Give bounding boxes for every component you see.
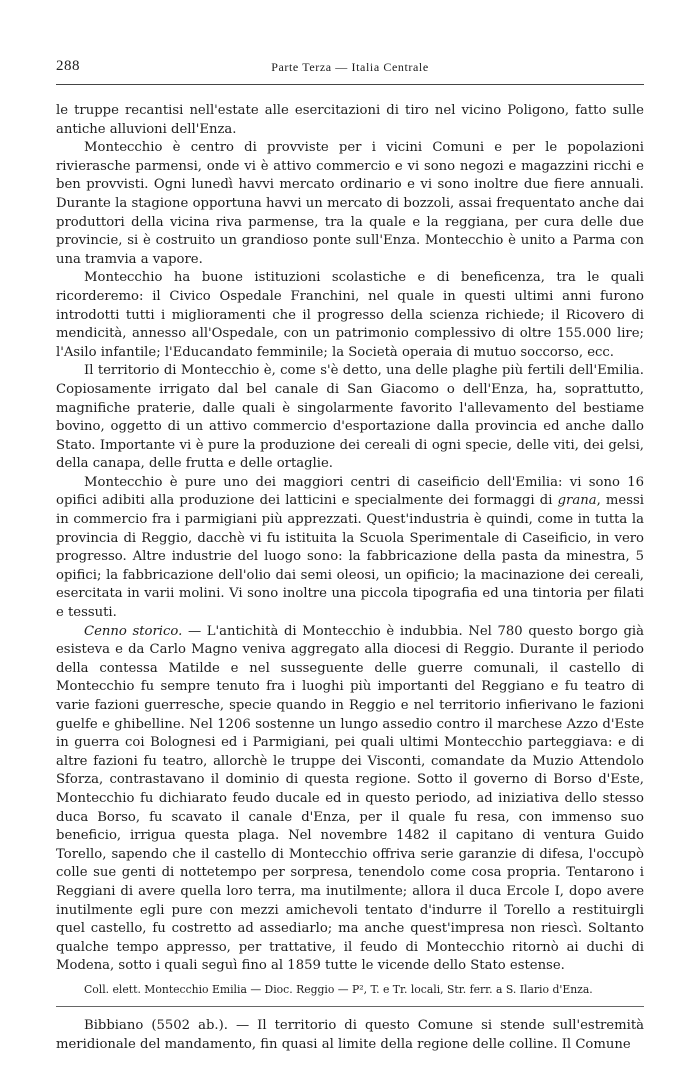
dairy-text-start: Montecchio è pure uno dei maggiori centri di caseificio dell'Emilia: vi sono 16 opifici adibiti alla produzione dei latticini e specialmente dei formaggi di [56, 474, 644, 509]
running-head [56, 58, 644, 78]
paragraph-history [56, 623, 644, 976]
running-title: Parte Terza — Italia Centrale [271, 60, 429, 74]
paragraph-dairy [56, 474, 644, 623]
body-text [56, 102, 644, 1054]
history-heading: Cenno storico. [84, 623, 183, 639]
page-number: 288 [56, 58, 80, 74]
paragraph-territory: Il territorio di Montecchio è, come s'è detto, una delle plaghe più fertili dell'Emilia. Copiosamente irrigato dal bel canale di San Giacomo o dell'Enza, ha, soprattutto, magnifiche praterie, dalle quali è singolarmente favorito l'allevamento del bestiame bovino, oggetto di un attivo commercio d'esportazione dalla provincia ed anche dallo Stato. Importante vi è pure la produzione dei cereali di ogni specie, delle viti, dei gelsi, della canapa, delle frutta e delle ortaglie. [56, 363, 644, 472]
grana-term: grana [557, 493, 597, 509]
header-rule [56, 84, 644, 85]
paragraph-bibbiano: Bibbiano (5502 ab.). — Il territorio di questo Comune si stende sull'estremità meridionale del mandamento, fin quasi al limite della regione delle colline. Il Comune [56, 1017, 644, 1052]
dairy-text-end: , messi in commercio fra i parmigiani più apprezzati. Quest'industria è quindi, come in tutta la provincia di Reggio, dacchè vi fu istituita la Scuola Sperimentale di Caseificio, in vero progresso. Altre industrie del luogo sono: la fabbricazione della pasta da minestra, 5 opifici; la fabbricazione dell'olio dai semi oleosi, un opificio; la macinazione dei cereali, esercitata in varii molini. Vi sono inoltre una piccola tipografia ed una tintoria per filati e tessuti. [56, 493, 644, 621]
electoral-note: Coll. elett. Montecchio Emilia — Dioc. Reggio — P², T. e Tr. locali, Str. ferr. a S. Ilario d'Enza. [84, 982, 593, 996]
section-rule [56, 1006, 644, 1007]
history-text: — L'antichità di Montecchio è indubbia. Nel 780 questo borgo già esisteva e da Carlo Magno veniva aggregato alla diocesi di Reggio. Durante il periodo della contessa Matilde e nel susseguente delle guerre comunali, il castello di Montecchio fu sempre tenuto fra i luoghi più importanti del Reggiano e fu teatro di varie fazioni guerresche, specie quando in Reggio e nel territorio infierivano le fazioni guelfe e ghibelline. Nel 1206 sostenne un lungo assedio contro il marchese Azzo d'Este in guerra coi Bolognesi ed i Parmigiani, pei quali ultimi Montecchio parteggiava: e di altre fazioni fu teatro, allorchè le truppe dei Visconti, comandate da Muzio Attendolo Sforza, contrastavano il dominio di questa regione. Sotto il governo di Borso d'Este, Montecchio fu dichiarato feudo ducale ed in questo periodo, ad iniziativa dello stesso duca Borso, fu scavato il canale d'Enza, per il quale fu resa, con immenso suo beneficio, irrigua questa plaga. Nel novembre 1482 il capitano di ventura Guido Torello, sapendo che il castello di Montecchio offriva serie garanzie di difesa, l'occupò colle sue genti di nottetempo per sorpresa, tenendolo come cosa propria. Tentarono i Reggiani di avere quella loro terra, ma inutilmente; allora il duca Ercole I, dopo avere inutilmente egli pure con mezzi amichevoli tentato d'indurre il Torello a restituirgli quel castello, fu costretto ad assediarlo; ma anche quest'impresa non riescì. Soltanto qualche tempo appresso, per trattative, il feudo di Montecchio ritornò ai duchi di Modena, sotto i quali seguì fino al 1859 tutte le vicende dello Stato estense. [56, 623, 645, 974]
paragraph-institutions: Montecchio ha buone istituzioni scolastiche e di beneficenza, tra le quali ricorderemo: il Civico Ospedale Franchini, nel quale in questi ultimi anni furono introdotti tutti i miglioramenti che il progresso della scienza richiede; il Ricovero di mendicità, annesso all'Ospedale, con un patrimonio complessivo di oltre 155.000 lire; l'Asilo infantile; l'Educandato femminile; la Società operaia di mutuo soccorso, ecc. [56, 270, 644, 360]
paragraph-provisions: Montecchio è centro di provviste per i vicini Comuni e per le popolazioni rivierasche parmensi, onde vi è attivo commercio e vi sono negozi e magazzini ricchi e ben provvisti. Ogni lunedì havvi mercato ordinario e vi sono inoltre due fiere annuali. Durante la stagione opportuna havvi un mercato di bozzoli, assai frequentato anche dai produttori della vicina riva parmense, tra la quale e la reggiana, per cura delle due provincie, si è costruito un grandioso ponte sull'Enza. Montecchio è unito a Parma con una tramvia a vapore. [56, 140, 644, 267]
paragraph-continuation: le truppe recantisi nell'estate alle esercitazioni di tiro nel vicino Poligono, fatto sulle antiche alluvioni dell'Enza. [56, 103, 644, 137]
